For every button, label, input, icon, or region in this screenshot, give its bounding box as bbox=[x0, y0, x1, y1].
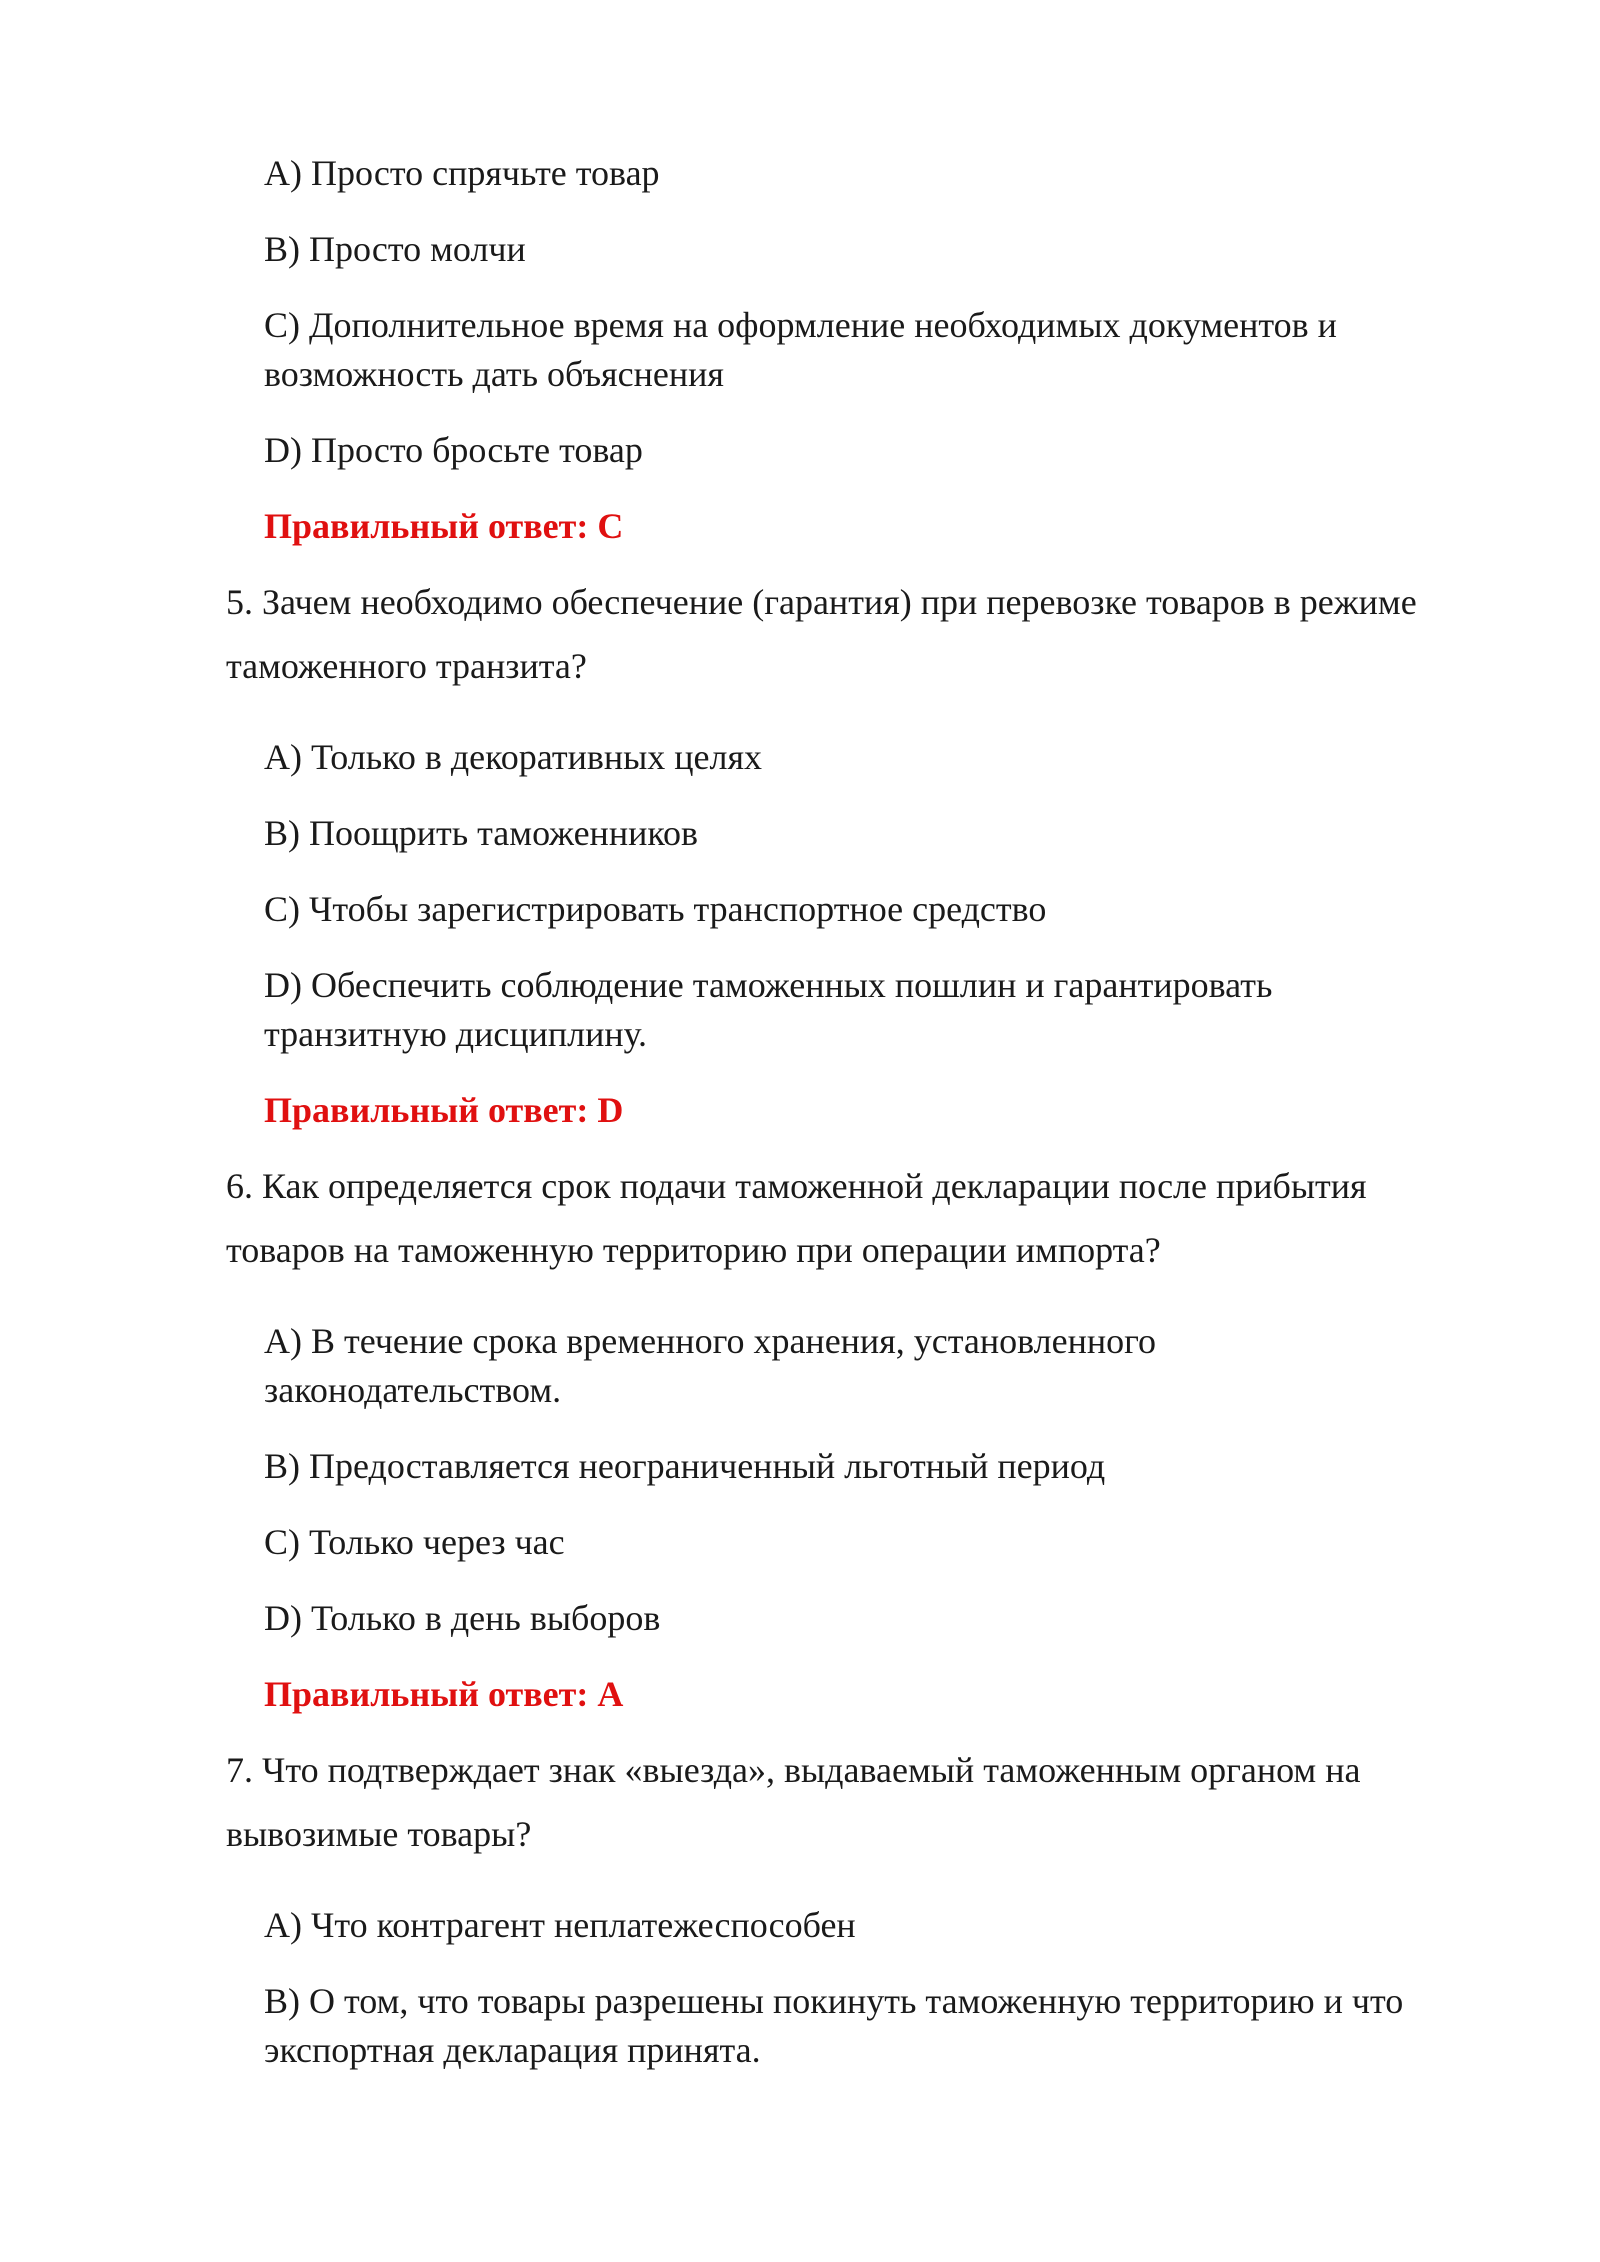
question-5-line2: таможенного транзита? bbox=[226, 646, 587, 686]
option-7-b-line1: B) О том, что товары разрешены покинуть таможенную территорию и что bbox=[264, 1981, 1404, 2021]
option-5-b: B) Поощрить таможенников bbox=[264, 813, 699, 853]
option-6-a-line1: A) В течение срока временного хранения, установленного bbox=[264, 1321, 1157, 1361]
option-5-d-line2: транзитную дисциплину. bbox=[264, 1014, 648, 1054]
option-7-a: A) Что контрагент неплатежеспособен bbox=[264, 1905, 856, 1945]
option-6-b: B) Предоставляется неограниченный льготный период bbox=[264, 1446, 1106, 1486]
option-prev-c-line2: возможность дать объяснения bbox=[264, 354, 724, 394]
correct-answer-5: Правильный ответ: D bbox=[264, 1090, 624, 1130]
question-6-line1: 6. Как определяется срок подачи таможенной декларации после прибытия bbox=[226, 1166, 1367, 1206]
option-6-a-line2: законодательством. bbox=[264, 1370, 562, 1410]
option-6-c: C) Только через час bbox=[264, 1522, 565, 1562]
option-7-b-line2: экспортная декларация принята. bbox=[264, 2030, 761, 2070]
option-prev-c-line1: C) Дополнительное время на оформление необходимых документов и bbox=[264, 305, 1337, 345]
question-5-line1: 5. Зачем необходимо обеспечение (гарантия) при перевозке товаров в режиме bbox=[226, 582, 1417, 622]
option-6-d: D) Только в день выборов bbox=[264, 1598, 661, 1638]
option-5-c: C) Чтобы зарегистрировать транспортное средство bbox=[264, 889, 1047, 929]
option-prev-d: D) Просто бросьте товар bbox=[264, 430, 643, 470]
option-5-d-line1: D) Обеспечить соблюдение таможенных пошлин и гарантировать bbox=[264, 965, 1273, 1005]
option-5-a: A) Только в декоративных целях bbox=[264, 737, 763, 777]
question-7-line2: вывозимые товары? bbox=[226, 1814, 532, 1854]
correct-answer-prev: Правильный ответ: C bbox=[264, 506, 624, 546]
option-prev-a: A) Просто спрячьте товар bbox=[264, 153, 660, 193]
correct-answer-6: Правильный ответ: A bbox=[264, 1674, 624, 1714]
question-6-line2: товаров на таможенную территорию при операции импорта? bbox=[226, 1230, 1161, 1270]
question-7-line1: 7. Что подтверждает знак «выезда», выдаваемый таможенным органом на bbox=[226, 1750, 1361, 1790]
option-prev-b: B) Просто молчи bbox=[264, 229, 526, 269]
